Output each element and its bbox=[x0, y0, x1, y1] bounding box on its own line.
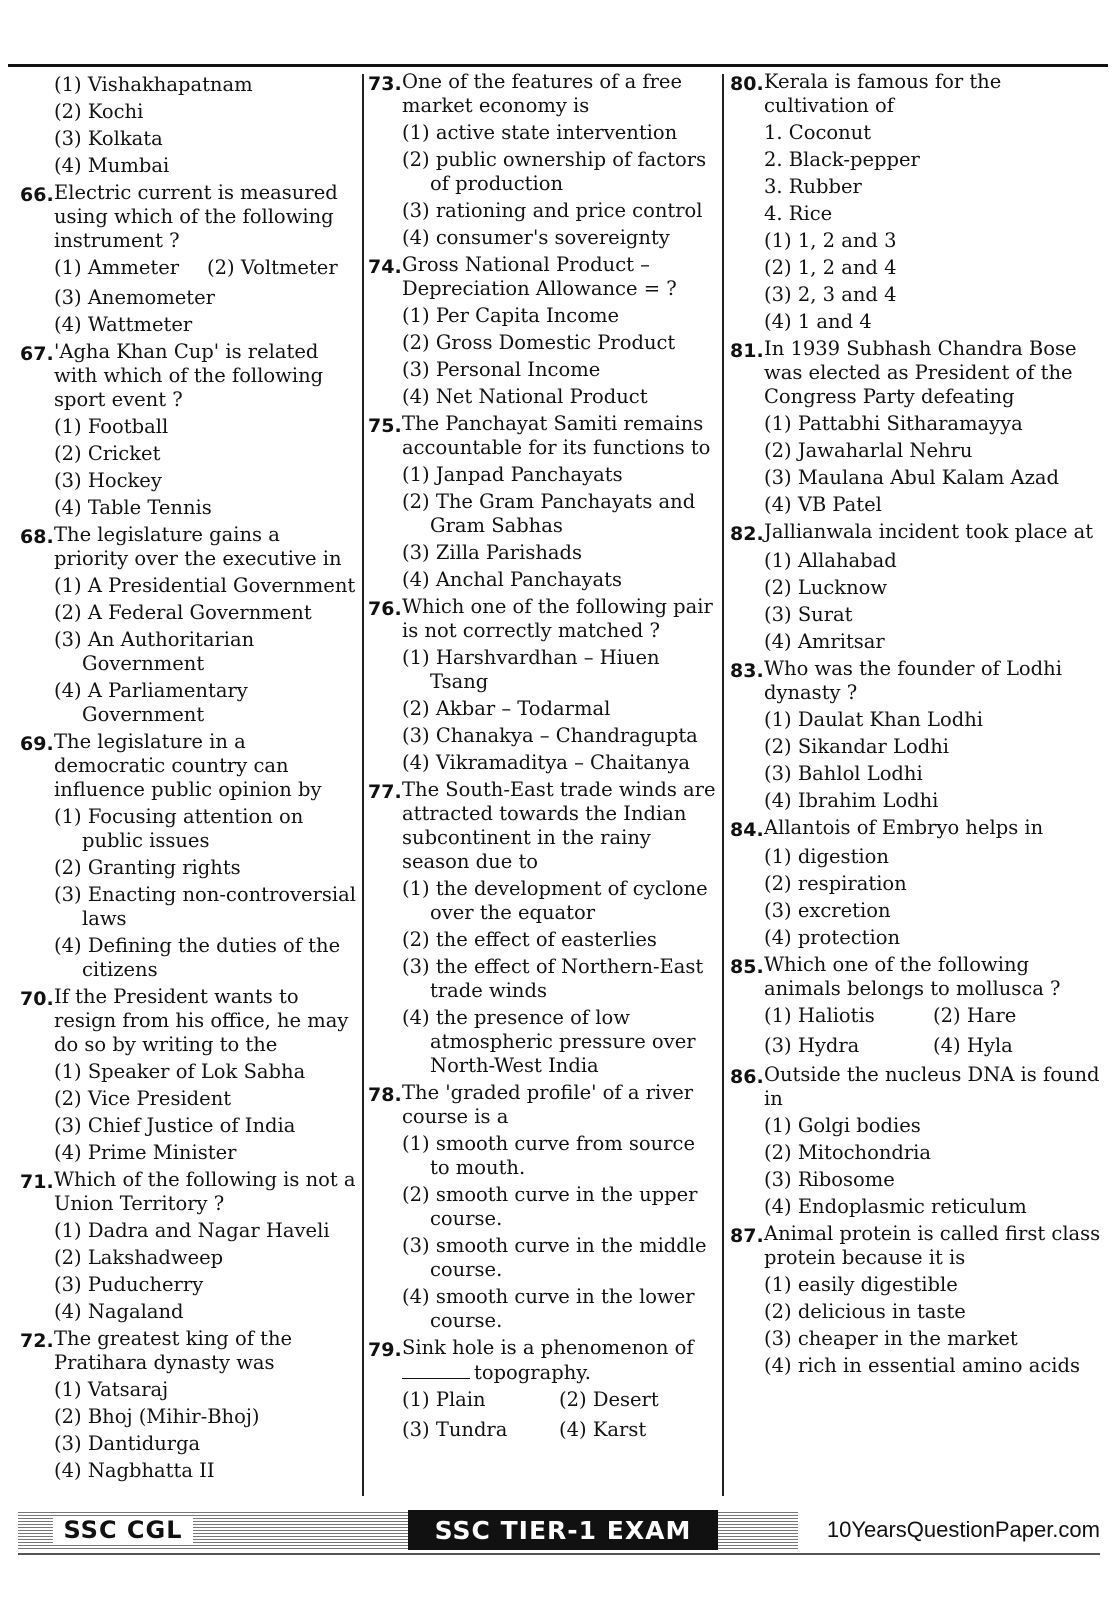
question-block bbox=[368, 253, 716, 409]
answer-option: (4) Karst bbox=[559, 1418, 647, 1441]
answer-option: (3) An Authoritarian Government bbox=[54, 628, 255, 675]
question-text bbox=[402, 778, 716, 874]
answer-option: (4) Endoplasmic reticulum bbox=[764, 1195, 1027, 1218]
answer-option: (3) Anemometer bbox=[54, 286, 215, 309]
question-text-part: topography. bbox=[474, 1361, 591, 1384]
answer-option: (4) 1 and 4 bbox=[764, 310, 872, 333]
question-text bbox=[764, 816, 1043, 842]
answer-option: (4) A Parliamentary Government bbox=[54, 679, 248, 726]
answer-option: (1) Vatsaraj bbox=[54, 1378, 169, 1401]
statement-item: 3. Rubber bbox=[764, 175, 862, 198]
question-text bbox=[764, 1222, 1102, 1270]
answer-option: (4) Anchal Panchayats bbox=[402, 568, 623, 591]
answer-option: (3) the effect of Northern-East trade winds bbox=[402, 955, 704, 1002]
top-rule bbox=[8, 64, 1108, 67]
answer-option: (3) 2, 3 and 4 bbox=[764, 283, 897, 306]
question-block bbox=[730, 1063, 1102, 1219]
answer-options bbox=[764, 549, 1102, 654]
question-block bbox=[730, 520, 1102, 654]
answer-options bbox=[764, 708, 1102, 813]
answer-option: (1) easily digestible bbox=[764, 1273, 958, 1296]
question-text bbox=[54, 730, 360, 802]
question-text bbox=[54, 340, 360, 412]
answer-option: (2) Sikandar Lodhi bbox=[764, 735, 950, 758]
answer-option: (2) Lakshadweep bbox=[54, 1246, 224, 1269]
question-block bbox=[368, 778, 716, 1078]
footer-exam-tier: SSC TIER-1 EXAM bbox=[408, 1510, 718, 1550]
question-number: 80. bbox=[730, 73, 764, 95]
answer-option: (1) Dadra and Nagar Haveli bbox=[54, 1219, 330, 1242]
question-header bbox=[730, 816, 1102, 842]
question-block bbox=[20, 1168, 360, 1324]
answer-option: (2) A Federal Government bbox=[54, 601, 312, 624]
question-number: 82. bbox=[730, 523, 764, 545]
answer-option: (3) Kolkata bbox=[54, 127, 163, 150]
answer-option: (1) Football bbox=[54, 415, 169, 438]
answer-option: (2) Jawaharlal Nehru bbox=[764, 439, 973, 462]
question-text-part: Which one of the following animals belongs to mollusca ? bbox=[764, 953, 1061, 1000]
answer-option: (1) Focusing attention on public issues bbox=[54, 805, 304, 852]
question-block bbox=[20, 1327, 360, 1483]
question-header bbox=[20, 730, 360, 802]
question-number: 75. bbox=[368, 415, 402, 437]
answer-option: (3) rationing and price control bbox=[402, 199, 703, 222]
question-header bbox=[368, 1336, 716, 1385]
answer-option: (3) Personal Income bbox=[402, 358, 601, 381]
question-text-part: 'Agha Khan Cup' is related with which of the following sport event ? bbox=[54, 340, 324, 411]
answer-option: (2) smooth curve in the upper course. bbox=[402, 1183, 698, 1230]
question-text-part: The 'graded profile' of a river course is a bbox=[402, 1081, 694, 1128]
question-column-3 bbox=[730, 70, 1102, 1492]
question-text bbox=[764, 953, 1102, 1001]
question-block bbox=[730, 816, 1102, 950]
question-block bbox=[730, 953, 1102, 1061]
answer-option: (4) Vikramaditya – Chaitanya bbox=[402, 751, 691, 774]
statement-item: 4. Rice bbox=[764, 202, 833, 225]
question-number: 81. bbox=[730, 340, 764, 362]
question-text-part: The legislature in a democratic country can influence public opinion by bbox=[54, 730, 322, 801]
question-text-part: Which one of the following pair is not correctly matched ? bbox=[402, 595, 713, 642]
question-text-part: Jallianwala incident took place at bbox=[764, 520, 1094, 543]
answer-option: (1) Golgi bodies bbox=[764, 1114, 921, 1137]
answer-option: (4) Prime Minister bbox=[54, 1141, 237, 1164]
question-block bbox=[730, 337, 1102, 517]
answer-option: (3) Tundra bbox=[402, 1418, 508, 1441]
footer-exam-name: SSC CGL bbox=[18, 1510, 228, 1550]
answer-option: (4) Wattmeter bbox=[54, 313, 193, 336]
answer-option: (3) Hydra bbox=[764, 1034, 860, 1057]
answer-options bbox=[54, 805, 360, 982]
question-number: 72. bbox=[20, 1330, 54, 1352]
answer-options bbox=[54, 415, 360, 520]
footer-bar bbox=[18, 1510, 1100, 1550]
question-column-1 bbox=[20, 70, 360, 1492]
answer-option: (2) Akbar – Todarmal bbox=[402, 697, 611, 720]
question-header bbox=[730, 70, 1102, 118]
statement-item: 2. Black-pepper bbox=[764, 148, 920, 171]
answer-option: (3) excretion bbox=[764, 899, 891, 922]
answer-option: (1) Vishakhapatnam bbox=[54, 73, 253, 96]
answer-options bbox=[54, 253, 360, 337]
question-number: 66. bbox=[20, 184, 54, 206]
question-number: 68. bbox=[20, 526, 54, 548]
answer-option: (1) Haliotis bbox=[764, 1004, 875, 1027]
answer-option: (2) Lucknow bbox=[764, 576, 888, 599]
answer-option: (4) Mumbai bbox=[54, 154, 170, 177]
answer-option-row bbox=[764, 1031, 1102, 1061]
question-number: 74. bbox=[368, 256, 402, 278]
answer-option: (4) consumer's sovereignty bbox=[402, 226, 670, 249]
answer-options bbox=[402, 1385, 716, 1445]
footer-rule bbox=[18, 1553, 1100, 1555]
question-column-2 bbox=[368, 70, 716, 1492]
answer-options bbox=[764, 1114, 1102, 1219]
question-text-part: Electric current is measured using which of the following instrument ? bbox=[54, 181, 338, 252]
question-number: 87. bbox=[730, 1225, 764, 1247]
question-text-part: The Panchayat Samiti remains accountable for its functions to bbox=[402, 412, 711, 459]
question-text bbox=[54, 985, 360, 1057]
column-divider bbox=[362, 74, 364, 1496]
question-text-part: The legislature gains a priority over the executive in bbox=[54, 523, 342, 570]
question-block bbox=[20, 73, 360, 178]
answer-option: (4) smooth curve in the lower course. bbox=[402, 1285, 695, 1332]
question-text-part: Outside the nucleus DNA is found in bbox=[764, 1063, 1100, 1110]
question-block bbox=[368, 595, 716, 775]
fill-in-blank bbox=[402, 1360, 470, 1379]
question-text-part: If the President wants to resign from his office, he may do so by writing to the bbox=[54, 985, 349, 1056]
answer-option: (3) Hockey bbox=[54, 469, 162, 492]
answer-option: (2) The Gram Panchayats and Gram Sabhas bbox=[402, 490, 696, 537]
question-block bbox=[20, 181, 360, 337]
footer-website: 10YearsQuestionPaper.com bbox=[798, 1510, 1100, 1550]
question-header bbox=[20, 985, 360, 1057]
answer-options bbox=[54, 1378, 360, 1483]
answer-option: (2) Cricket bbox=[54, 442, 161, 465]
answer-option: (4) rich in essential amino acids bbox=[764, 1354, 1080, 1377]
question-header bbox=[368, 253, 716, 301]
question-text bbox=[764, 1063, 1102, 1111]
question-text bbox=[54, 1168, 360, 1216]
question-header bbox=[368, 778, 716, 874]
answer-option: (3) Zilla Parishads bbox=[402, 541, 583, 564]
question-text-part: Which of the following is not a Union Territory ? bbox=[54, 1168, 356, 1215]
answer-option: (4) Table Tennis bbox=[54, 496, 212, 519]
question-header bbox=[20, 340, 360, 412]
answer-option: (3) Chief Justice of India bbox=[54, 1114, 296, 1137]
question-block bbox=[730, 1222, 1102, 1378]
answer-option: (3) Puducherry bbox=[54, 1273, 204, 1296]
answer-options bbox=[764, 412, 1102, 517]
answer-option: (4) VB Patel bbox=[764, 493, 882, 516]
question-text-part: The greatest king of the Pratihara dynasty was bbox=[54, 1327, 293, 1374]
answer-options bbox=[402, 463, 716, 592]
question-block bbox=[368, 1081, 716, 1333]
question-header bbox=[368, 1081, 716, 1129]
answer-option: (1) Janpad Panchayats bbox=[402, 463, 623, 486]
question-text bbox=[54, 181, 360, 253]
question-number: 70. bbox=[20, 988, 54, 1010]
answer-option: (2) Gross Domestic Product bbox=[402, 331, 676, 354]
answer-option: (1) Ammeter bbox=[54, 256, 180, 279]
answer-options bbox=[764, 121, 1102, 334]
answer-option: (2) Bhoj (Mihir-Bhoj) bbox=[54, 1405, 260, 1428]
question-text-part: Gross National Product – Depreciation Allowance = ? bbox=[402, 253, 677, 300]
question-header bbox=[20, 181, 360, 253]
answer-options bbox=[54, 1060, 360, 1165]
answer-option: (4) the presence of low atmospheric pressure over North-West India bbox=[402, 1006, 696, 1077]
answer-option: (1) Per Capita Income bbox=[402, 304, 620, 327]
answer-option: (1) smooth curve from source to mouth. bbox=[402, 1132, 696, 1179]
answer-options bbox=[54, 574, 360, 727]
question-header bbox=[730, 657, 1102, 705]
answer-options bbox=[764, 845, 1102, 950]
answer-options bbox=[402, 121, 716, 250]
question-block bbox=[20, 523, 360, 727]
question-number: 84. bbox=[730, 819, 764, 841]
answer-option: (4) Net National Product bbox=[402, 385, 648, 408]
question-number: 78. bbox=[368, 1084, 402, 1106]
question-number: 86. bbox=[730, 1066, 764, 1088]
question-text bbox=[402, 412, 716, 460]
question-header bbox=[368, 70, 716, 118]
answer-option: (3) cheaper in the market bbox=[764, 1327, 1018, 1350]
answer-option: (1) Allahabad bbox=[764, 549, 897, 572]
answer-option: (2) Desert bbox=[559, 1388, 659, 1411]
answer-option: (3) Ribosome bbox=[764, 1168, 895, 1191]
question-header bbox=[730, 337, 1102, 409]
answer-options bbox=[402, 1132, 716, 1333]
answer-options bbox=[402, 304, 716, 409]
question-block bbox=[730, 657, 1102, 813]
question-number: 85. bbox=[730, 956, 764, 978]
answer-option: (4) Amritsar bbox=[764, 630, 885, 653]
question-text-part: One of the features of a free market economy is bbox=[402, 70, 683, 117]
answer-option: (2) Kochi bbox=[54, 100, 144, 123]
answer-options bbox=[402, 877, 716, 1078]
question-number: 67. bbox=[20, 343, 54, 365]
question-number: 69. bbox=[20, 733, 54, 755]
answer-option: (4) Nagbhatta II bbox=[54, 1459, 215, 1482]
question-number: 73. bbox=[368, 73, 402, 95]
answer-option-row bbox=[402, 1415, 716, 1445]
question-number: 76. bbox=[368, 598, 402, 620]
answer-option: (4) Ibrahim Lodhi bbox=[764, 789, 939, 812]
question-block bbox=[20, 730, 360, 982]
answer-option: (1) digestion bbox=[764, 845, 889, 868]
question-text-part: Animal protein is called first class protein because it is bbox=[764, 1222, 1101, 1269]
answer-option: (1) 1, 2 and 3 bbox=[764, 229, 897, 252]
footer-stripes bbox=[218, 1510, 408, 1550]
question-header bbox=[20, 1168, 360, 1216]
answer-option: (3) Surat bbox=[764, 603, 853, 626]
question-header bbox=[730, 1222, 1102, 1270]
question-text bbox=[402, 70, 716, 118]
answer-option: (2) Hare bbox=[933, 1004, 1017, 1027]
question-text-part: Allantois of Embryo helps in bbox=[764, 816, 1044, 839]
answer-option: (4) Hyla bbox=[933, 1034, 1013, 1057]
answer-option: (2) delicious in taste bbox=[764, 1300, 966, 1323]
answer-option-row bbox=[54, 253, 360, 283]
answer-option: (4) Defining the duties of the citizens bbox=[54, 934, 341, 981]
statement-item: 1. Coconut bbox=[764, 121, 872, 144]
answer-option: (3) Maulana Abul Kalam Azad bbox=[764, 466, 1059, 489]
question-block bbox=[20, 985, 360, 1165]
question-number: 83. bbox=[730, 660, 764, 682]
column-divider bbox=[722, 74, 724, 1496]
answer-option: (1) Daulat Khan Lodhi bbox=[764, 708, 984, 731]
question-block bbox=[730, 70, 1102, 334]
answer-option: (3) Chanakya – Chandragupta bbox=[402, 724, 698, 747]
question-text bbox=[764, 337, 1102, 409]
question-text bbox=[402, 595, 716, 643]
question-text bbox=[764, 520, 1093, 546]
answer-option: (3) Dantidurga bbox=[54, 1432, 201, 1455]
answer-option: (2) Vice President bbox=[54, 1087, 232, 1110]
answer-options bbox=[764, 1001, 1102, 1061]
answer-option: (2) Voltmeter bbox=[207, 256, 338, 279]
question-header bbox=[368, 595, 716, 643]
question-text-part: Kerala is famous for the cultivation of bbox=[764, 70, 1002, 117]
answer-options bbox=[54, 1219, 360, 1324]
question-number: 79. bbox=[368, 1339, 402, 1361]
question-text bbox=[402, 1336, 694, 1385]
question-text-part: Sink hole is a phenomenon of bbox=[402, 1336, 694, 1359]
answer-option: (1) Speaker of Lok Sabha bbox=[54, 1060, 306, 1083]
answer-option: (3) smooth curve in the middle course. bbox=[402, 1234, 707, 1281]
question-text-part: The South-East trade winds are attracted towards the Indian subcontinent in the rainy season due to bbox=[402, 778, 716, 873]
answer-option: (2) respiration bbox=[764, 872, 907, 895]
question-number: 77. bbox=[368, 781, 402, 803]
question-text bbox=[402, 253, 716, 301]
question-text bbox=[54, 1327, 360, 1375]
question-header bbox=[730, 520, 1102, 546]
question-text bbox=[402, 1081, 716, 1129]
answer-option: (1) the development of cyclone over the equator bbox=[402, 877, 708, 924]
footer-stripes bbox=[718, 1510, 798, 1550]
question-header bbox=[730, 953, 1102, 1001]
answer-option: (2) Granting rights bbox=[54, 856, 241, 879]
answer-option: (4) protection bbox=[764, 926, 901, 949]
question-text bbox=[764, 657, 1102, 705]
question-text-part: Who was the founder of Lodhi dynasty ? bbox=[764, 657, 1062, 704]
question-header bbox=[730, 1063, 1102, 1111]
question-number: 71. bbox=[20, 1171, 54, 1193]
answer-option: (1) Pattabhi Sitharamayya bbox=[764, 412, 1023, 435]
answer-option: (3) Enacting non-controversial laws bbox=[54, 883, 357, 930]
answer-option: (2) the effect of easterlies bbox=[402, 928, 657, 951]
answer-options bbox=[764, 1273, 1102, 1378]
answer-option: (2) Mitochondria bbox=[764, 1141, 932, 1164]
answer-options bbox=[402, 646, 716, 775]
question-block bbox=[368, 1336, 716, 1445]
answer-option: (4) Nagaland bbox=[54, 1300, 184, 1323]
question-text-part: In 1939 Subhash Chandra Bose was elected as President of the Congress Party defeating bbox=[764, 337, 1077, 408]
question-text bbox=[54, 523, 360, 571]
answer-option: (1) active state intervention bbox=[402, 121, 678, 144]
question-header bbox=[20, 523, 360, 571]
answer-option-row bbox=[402, 1385, 716, 1415]
question-header bbox=[368, 412, 716, 460]
answer-option: (2) public ownership of factors of production bbox=[402, 148, 707, 195]
answer-option: (1) Harshvardhan – Hiuen Tsang bbox=[402, 646, 660, 693]
answer-option: (2) 1, 2 and 4 bbox=[764, 256, 897, 279]
question-block bbox=[368, 412, 716, 592]
question-header bbox=[20, 1327, 360, 1375]
question-block bbox=[368, 70, 716, 250]
answer-option: (1) A Presidential Government bbox=[54, 574, 356, 597]
answer-option-row bbox=[764, 1001, 1102, 1031]
answer-option: (1) Plain bbox=[402, 1388, 486, 1411]
answer-options bbox=[54, 73, 360, 178]
answer-option: (3) Bahlol Lodhi bbox=[764, 762, 923, 785]
question-text bbox=[764, 70, 1102, 118]
question-block bbox=[20, 340, 360, 520]
